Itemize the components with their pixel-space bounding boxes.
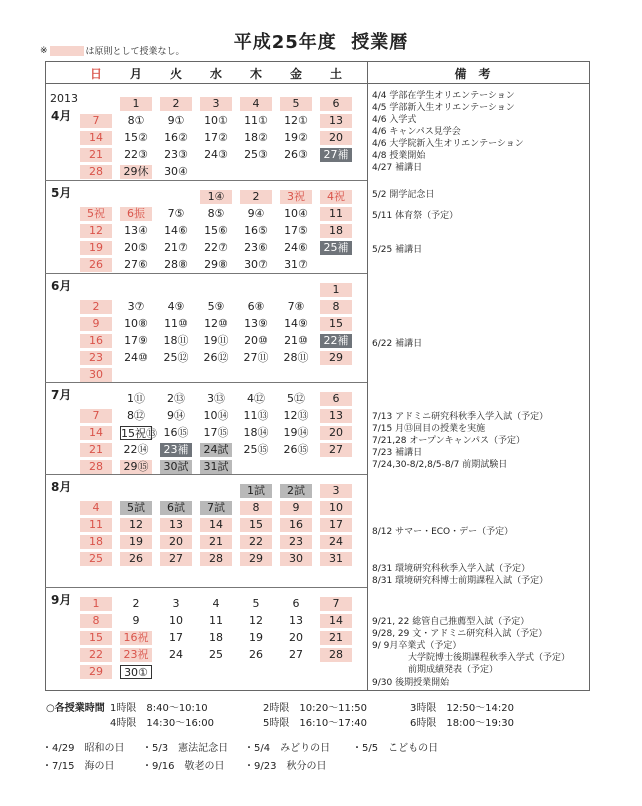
day-cell: 21⑩ bbox=[284, 334, 308, 347]
holiday-item: ・4/29 昭和の日 bbox=[42, 743, 125, 754]
day-cell: 23⑥ bbox=[244, 241, 268, 254]
day-cell: 24⑩ bbox=[124, 351, 148, 364]
day-cell: 7⑤ bbox=[167, 207, 185, 220]
legend bbox=[40, 44, 185, 57]
day-cell: 29⑮ bbox=[120, 460, 152, 474]
day-cell: 4⑫ bbox=[247, 392, 265, 405]
day-header: 土 bbox=[329, 67, 342, 81]
day-cell: 9⑭ bbox=[167, 409, 185, 422]
day-cell: 11 bbox=[320, 207, 352, 221]
day-cell: 1 bbox=[320, 283, 352, 297]
header-divider bbox=[45, 83, 590, 84]
day-cell: 16 bbox=[80, 334, 112, 348]
day-cell: 8⑫ bbox=[127, 409, 145, 422]
day-cell: 25③ bbox=[244, 148, 268, 161]
day-cell: 2⑬ bbox=[167, 392, 185, 405]
day-cell: 8 bbox=[320, 300, 352, 314]
day-cell: 10 bbox=[169, 614, 183, 627]
day-cell: 24③ bbox=[204, 148, 228, 161]
month-label: 5月 bbox=[51, 186, 72, 200]
note-item: 7/13 アドミニ研究科秋季入学入試（予定） bbox=[372, 412, 549, 422]
day-cell: 14 bbox=[320, 614, 352, 628]
day-cell: 8 bbox=[240, 501, 272, 515]
day-cell: 23③ bbox=[164, 148, 188, 161]
holiday-row bbox=[42, 758, 462, 776]
day-cell: 24 bbox=[320, 535, 352, 549]
month-label: 9月 bbox=[51, 593, 72, 607]
day-cell: 27⑪ bbox=[243, 351, 269, 364]
day-cell: 14⑥ bbox=[164, 224, 188, 237]
day-cell: 14⑨ bbox=[284, 317, 308, 330]
day-cell: 4⑨ bbox=[167, 300, 185, 313]
day-cell: 30 bbox=[80, 368, 112, 382]
note-item: 8/12 サマー・ECO・デー（予定） bbox=[372, 527, 514, 537]
day-cell: 6 bbox=[320, 392, 352, 406]
note-item: 7/24,30-8/2,8/5-8/7 前期試験日 bbox=[372, 460, 508, 470]
note-item: 9/21, 22 総管自己推薦型入試（予定） bbox=[372, 617, 530, 627]
day-cell: 9 bbox=[80, 317, 112, 331]
day-cell: 25 bbox=[209, 648, 223, 661]
day-cell: 5祝 bbox=[80, 207, 112, 221]
day-cell: 26⑫ bbox=[203, 351, 229, 364]
day-cell: 1 bbox=[80, 597, 112, 611]
day-cell: 7 bbox=[80, 409, 112, 423]
day-cell: 13 bbox=[320, 114, 352, 128]
day-cell: 12⑬ bbox=[283, 409, 309, 422]
holiday-item: ・7/15 海の日 bbox=[42, 761, 115, 772]
day-cell: 27 bbox=[160, 552, 192, 566]
day-cell: 16⑮ bbox=[163, 426, 189, 439]
note-item: 7/15 月⑬回目の授業を実施 bbox=[372, 424, 486, 434]
day-cell: 15 bbox=[320, 317, 352, 331]
month-label: 6月 bbox=[51, 279, 72, 293]
day-cell: 25⑮ bbox=[243, 443, 269, 456]
day-cell: 12 bbox=[120, 518, 152, 532]
day-cell: 19⑭ bbox=[283, 426, 309, 439]
day-cell: 29 bbox=[80, 665, 112, 679]
day-cell: 17 bbox=[169, 631, 183, 644]
day-cell: 1④ bbox=[200, 190, 232, 204]
day-cell: 23 bbox=[280, 535, 312, 549]
day-cell: 26 bbox=[80, 258, 112, 272]
day-cell: 21 bbox=[80, 443, 112, 457]
month-separator bbox=[45, 382, 367, 383]
day-cell: 12⑩ bbox=[204, 317, 228, 330]
day-cell: 23祝 bbox=[120, 648, 152, 662]
day-cell: 19 bbox=[120, 535, 152, 549]
day-cell: 11 bbox=[80, 518, 112, 532]
day-cell: 30④ bbox=[164, 165, 188, 178]
holiday-row bbox=[42, 740, 462, 758]
note-item: 7/21,28 オープンキャンパス（予定） bbox=[372, 436, 525, 446]
day-cell: 27⑥ bbox=[124, 258, 148, 271]
day-cell: 18 bbox=[320, 224, 352, 238]
day-cell: 8 bbox=[80, 614, 112, 628]
day-cell: 5試 bbox=[120, 501, 152, 515]
day-cell: 14 bbox=[80, 131, 112, 145]
note-item: 4/6 入学式 bbox=[372, 115, 417, 125]
day-cell: 26③ bbox=[284, 148, 308, 161]
day-cell: 7 bbox=[80, 114, 112, 128]
holiday-item: ・5/4 みどりの日 bbox=[244, 743, 331, 754]
day-cell: 7⑧ bbox=[287, 300, 305, 313]
day-cell: 22⑭ bbox=[123, 443, 149, 456]
day-cell: 19② bbox=[284, 131, 308, 144]
day-cell: 28 bbox=[200, 552, 232, 566]
column-divider bbox=[367, 61, 368, 691]
day-cell: 6振 bbox=[120, 207, 152, 221]
day-cell: 6試 bbox=[160, 501, 192, 515]
day-cell: 9① bbox=[167, 114, 185, 127]
day-cell: 28 bbox=[80, 460, 112, 474]
day-cell: 8① bbox=[127, 114, 145, 127]
period-item: 2時限 10:20～11:50 bbox=[263, 703, 367, 714]
note-item: 5/11 体育祭（予定） bbox=[372, 211, 459, 221]
day-cell: 13 bbox=[160, 518, 192, 532]
day-cell: 20 bbox=[320, 131, 352, 145]
day-cell: 1試 bbox=[240, 484, 272, 498]
day-cell: 24⑥ bbox=[284, 241, 308, 254]
day-cell: 10⑧ bbox=[124, 317, 148, 330]
day-cell: 28⑪ bbox=[283, 351, 309, 364]
day-header: 金 bbox=[289, 67, 302, 81]
note-item: 4/5 学部新入生オリエンテーション bbox=[372, 103, 515, 113]
day-cell: 10① bbox=[204, 114, 228, 127]
day-cell: 12① bbox=[284, 114, 308, 127]
note-item: 4/27 補講日 bbox=[372, 163, 423, 173]
holiday-item: ・5/3 憲法記念日 bbox=[142, 743, 229, 754]
year-label: 2013 bbox=[50, 92, 78, 105]
day-cell: 23補 bbox=[160, 443, 192, 457]
day-cell: 11 bbox=[209, 614, 223, 627]
day-cell: 9④ bbox=[247, 207, 265, 220]
month-label: 7月 bbox=[51, 388, 72, 402]
day-cell: 28 bbox=[80, 165, 112, 179]
period-item: 3時限 12:50～14:20 bbox=[410, 703, 514, 714]
note-item: 4/6 キャンパス見学会 bbox=[372, 127, 461, 137]
period-item: 6時限 18:00～19:30 bbox=[410, 718, 514, 729]
day-cell: 13 bbox=[289, 614, 303, 627]
day-cell: 15祝⑬ bbox=[121, 427, 157, 440]
day-cell: 29 bbox=[320, 351, 352, 365]
day-cell: 19⑪ bbox=[203, 334, 229, 347]
note-item: 7/23 補講日 bbox=[372, 448, 423, 458]
holiday-item: ・9/16 敬老の日 bbox=[142, 761, 225, 772]
day-cell: 20⑩ bbox=[244, 334, 268, 347]
day-cell: 23 bbox=[80, 351, 112, 365]
day-cell: 29⑧ bbox=[204, 258, 228, 271]
periods-label: ○各授業時間 bbox=[46, 703, 105, 714]
day-cell: 22補 bbox=[320, 334, 352, 348]
note-item: 4/4 学部在学生オリエンテーション bbox=[372, 91, 515, 101]
day-cell: 9 bbox=[132, 614, 140, 627]
day-cell: 2 bbox=[160, 97, 192, 111]
day-cell: 6 bbox=[292, 597, 300, 610]
day-cell: 21 bbox=[200, 535, 232, 549]
day-cell: 24試 bbox=[200, 443, 232, 457]
day-cell: 22③ bbox=[124, 148, 148, 161]
day-cell: 16② bbox=[164, 131, 188, 144]
day-cell: 15② bbox=[124, 131, 148, 144]
day-cell: 2 bbox=[240, 190, 272, 204]
day-cell: 31⑦ bbox=[284, 258, 308, 271]
month-label: 8月 bbox=[51, 480, 72, 494]
day-cell: 25 bbox=[80, 552, 112, 566]
day-cell: 10 bbox=[320, 501, 352, 515]
day-header: 火 bbox=[169, 67, 182, 81]
day-cell: 10⑭ bbox=[203, 409, 229, 422]
day-cell: 30試 bbox=[160, 460, 192, 474]
month-separator bbox=[45, 474, 367, 475]
note-item: 9/30 後期授業開始 bbox=[372, 678, 450, 688]
day-cell: 20 bbox=[320, 426, 352, 440]
day-cell: 29休 bbox=[120, 165, 152, 179]
period-item: 5時限 16:10～17:40 bbox=[263, 718, 367, 729]
month-separator bbox=[45, 180, 367, 181]
day-cell: 3⑬ bbox=[207, 392, 225, 405]
day-cell: 12 bbox=[80, 224, 112, 238]
day-cell: 5⑫ bbox=[287, 392, 305, 405]
note-item: 8/31 環境研究科秋季入学入試（予定） bbox=[372, 564, 531, 574]
note-item: 9/28, 29 文・アドミニ研究科入試（予定） bbox=[372, 629, 548, 639]
day-cell: 2 bbox=[132, 597, 140, 610]
day-cell: 8⑤ bbox=[207, 207, 225, 220]
holiday-item: ・5/5 こどもの日 bbox=[352, 743, 439, 754]
day-cell: 18② bbox=[244, 131, 268, 144]
day-cell: 12 bbox=[249, 614, 263, 627]
day-cell: 25⑫ bbox=[163, 351, 189, 364]
day-cell: 7 bbox=[320, 597, 352, 611]
day-cell: 17⑨ bbox=[124, 334, 148, 347]
legend-mark: ※ bbox=[40, 45, 48, 56]
day-cell: 20 bbox=[289, 631, 303, 644]
day-cell: 25補 bbox=[320, 241, 352, 255]
day-cell: 24 bbox=[169, 648, 183, 661]
day-cell: 2試 bbox=[280, 484, 312, 498]
day-cell: 1 bbox=[120, 97, 152, 111]
day-cell: 30⑦ bbox=[244, 258, 268, 271]
day-cell: 17⑤ bbox=[284, 224, 308, 237]
day-cell: 4 bbox=[80, 501, 112, 515]
day-cell: 17 bbox=[320, 518, 352, 532]
day-cell: 27 bbox=[289, 648, 303, 661]
day-cell: 10④ bbox=[284, 207, 308, 220]
day-header: 木 bbox=[249, 67, 262, 81]
day-cell: 30① bbox=[120, 665, 152, 679]
note-item: 6/22 補講日 bbox=[372, 339, 423, 349]
day-cell: 19 bbox=[80, 241, 112, 255]
day-cell: 3⑦ bbox=[127, 300, 145, 313]
day-cell: 30 bbox=[280, 552, 312, 566]
month-label: 4月 bbox=[51, 109, 72, 123]
day-cell: 20⑤ bbox=[124, 241, 148, 254]
day-cell: 18⑪ bbox=[163, 334, 189, 347]
day-cell: 11⑩ bbox=[164, 317, 188, 330]
note-item: 9/ 9月卒業式（予定） bbox=[372, 641, 462, 651]
period-item: 1時限 8:40～10:10 bbox=[110, 703, 208, 714]
note-item: 前期成績発表（予定） bbox=[408, 665, 499, 675]
day-cell: 21 bbox=[320, 631, 352, 645]
day-header: 日 bbox=[89, 67, 102, 81]
day-cell: 3祝 bbox=[280, 190, 312, 204]
holiday-list bbox=[42, 740, 462, 776]
day-cell: 15 bbox=[240, 518, 272, 532]
day-cell: 4祝 bbox=[320, 190, 352, 204]
day-cell: 1⑪ bbox=[127, 392, 145, 405]
page-title: 平成25年度 授業暦 bbox=[233, 32, 409, 53]
day-cell: 22⑦ bbox=[204, 241, 228, 254]
day-cell: 14 bbox=[200, 518, 232, 532]
day-cell: 5 bbox=[280, 97, 312, 111]
day-cell: 13⑨ bbox=[244, 317, 268, 330]
day-cell: 3 bbox=[320, 484, 352, 498]
day-cell: 14 bbox=[80, 426, 112, 440]
day-cell: 27 bbox=[320, 443, 352, 457]
day-cell: 9 bbox=[280, 501, 312, 515]
day-cell: 15⑥ bbox=[204, 224, 228, 237]
day-cell: 4 bbox=[240, 97, 272, 111]
day-cell: 11① bbox=[244, 114, 268, 127]
day-cell: 16 bbox=[280, 518, 312, 532]
day-cell: 5 bbox=[252, 597, 260, 610]
day-cell: 3 bbox=[172, 597, 180, 610]
day-cell: 26⑮ bbox=[283, 443, 309, 456]
day-cell: 2 bbox=[80, 300, 112, 314]
day-cell: 18 bbox=[209, 631, 223, 644]
day-cell: 5⑨ bbox=[207, 300, 225, 313]
day-cell: 16⑤ bbox=[244, 224, 268, 237]
holiday-item: ・9/23 秋分の日 bbox=[244, 761, 327, 772]
day-cell: 17② bbox=[204, 131, 228, 144]
period-item: 4時限 14:30～16:00 bbox=[110, 718, 214, 729]
note-item: 8/31 環境研究科博士前期課程入試（予定） bbox=[372, 576, 549, 586]
day-cell: 18 bbox=[80, 535, 112, 549]
day-cell: 6⑧ bbox=[247, 300, 265, 313]
note-item: 4/8 授業開始 bbox=[372, 151, 426, 161]
day-cell: 31試 bbox=[200, 460, 232, 474]
day-cell: 22 bbox=[80, 648, 112, 662]
day-cell: 13 bbox=[320, 409, 352, 423]
note-item: 5/25 補講日 bbox=[372, 245, 423, 255]
month-separator bbox=[45, 273, 367, 274]
day-cell: 11⑬ bbox=[243, 409, 269, 422]
day-cell: 4 bbox=[212, 597, 220, 610]
day-cell: 19 bbox=[249, 631, 263, 644]
day-cell: 16祝 bbox=[120, 631, 152, 645]
day-header: 水 bbox=[209, 67, 222, 81]
day-cell: 26 bbox=[249, 648, 263, 661]
note-item: 4/6 大学院新入生オリエンテーション bbox=[372, 139, 524, 149]
note-item: 5/2 開学記念日 bbox=[372, 190, 435, 200]
legend-text: は原則として授業なし。 bbox=[85, 47, 185, 57]
day-cell: 26 bbox=[120, 552, 152, 566]
day-cell: 31 bbox=[320, 552, 352, 566]
day-header: 月 bbox=[129, 67, 142, 81]
day-cell: 7試 bbox=[200, 501, 232, 515]
legend-swatch bbox=[50, 46, 84, 56]
day-cell: 28 bbox=[320, 648, 352, 662]
day-cell: 20 bbox=[160, 535, 192, 549]
day-cell: 28⑧ bbox=[164, 258, 188, 271]
day-cell: 21⑦ bbox=[164, 241, 188, 254]
day-cell: 13④ bbox=[124, 224, 148, 237]
notes-header: 備考 bbox=[454, 67, 503, 81]
month-separator bbox=[45, 587, 367, 588]
note-item: 大学院博士後期課程秋季入学式（予定） bbox=[408, 653, 571, 663]
day-cell: 22 bbox=[240, 535, 272, 549]
day-cell: 15 bbox=[80, 631, 112, 645]
day-cell: 18⑭ bbox=[243, 426, 269, 439]
day-cell: 27補 bbox=[320, 148, 352, 162]
day-cell: 29 bbox=[240, 552, 272, 566]
day-cell: 17⑮ bbox=[203, 426, 229, 439]
day-cell: 3 bbox=[200, 97, 232, 111]
day-cell: 6 bbox=[320, 97, 352, 111]
day-cell: 21 bbox=[80, 148, 112, 162]
